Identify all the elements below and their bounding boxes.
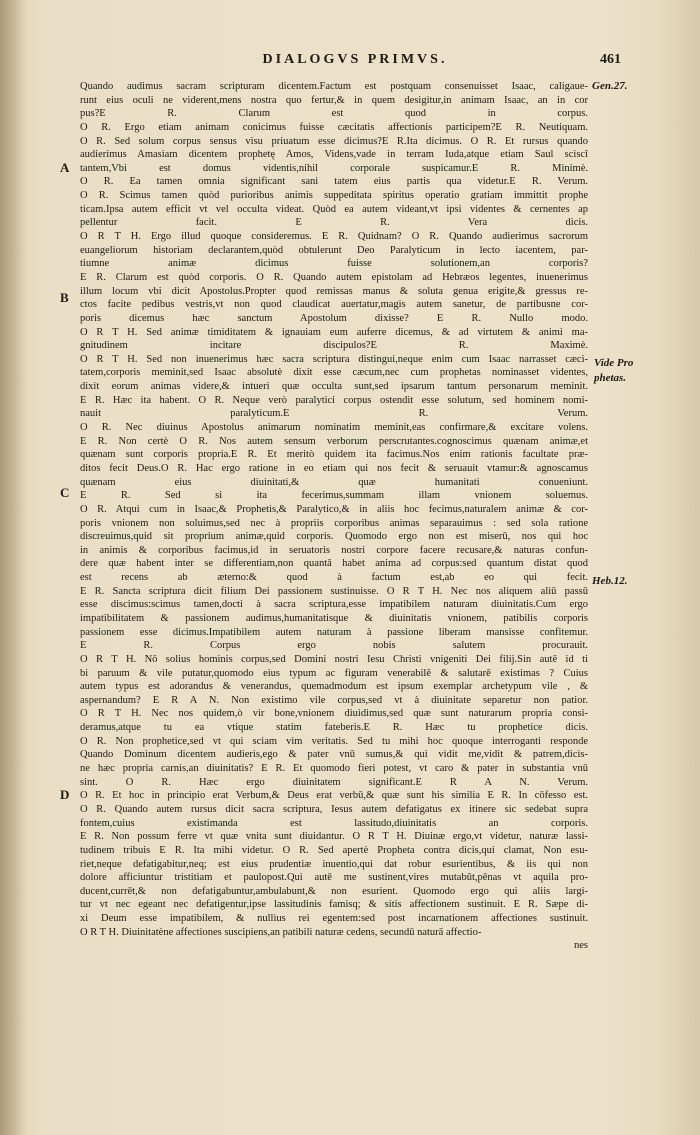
running-title: DIALOGVS PRIMVS. xyxy=(262,52,448,67)
edge-shading xyxy=(660,0,700,1135)
text-line: E R. Corpus ergo nobis salutem procurauit. xyxy=(80,640,588,652)
text-line: est recens ab æterno:& quod à factum est,ab eo qui fecit. xyxy=(80,572,588,584)
text-line: discreuimus,quid sit proprium animæ,quid corporis. Quomodo ergo non est miserū, nos qui hoc xyxy=(80,531,588,543)
text-line: illum locum vbi dicit Apostolus.Propter quod remissas manus & soluta genua erigite,& gressus re- xyxy=(80,285,588,297)
catchword: nes xyxy=(574,940,588,952)
text-line: pellentur facit. E R. Vera dicis. xyxy=(80,217,588,229)
text-line: fontem,cuius existimanda est lassitudo,diuinitatis an corporis. xyxy=(80,817,588,829)
text-line: quænam sunt corporis propria.E R. Et meritò quidem ita facimus.Nos enim rationis facultate præ- xyxy=(80,449,588,461)
text-line: E R. Non certè O R. Nos autem sensum verborum perscrutantes.cognoscimus quænam animæ,et xyxy=(80,435,588,447)
text-line: O R. Ergo etiam animam conicimus fuisse cæcitatis affectionis participem?E R. Neutiquam. xyxy=(80,121,588,133)
text-line: euangeliorum historiam declarantem,quòd obtulerunt Deo Paralyticum in lecto iacentem, par- xyxy=(80,244,588,256)
text-line: E R. Sancta scriptura dicit filium Dei passionem sustinuisse. O R T H. Nec nos aliquem aliū passū xyxy=(80,585,588,597)
text-line: passionem esse dicimus.Impatibilem autem naturam à passione liberam mansisse confitemur. xyxy=(80,626,588,638)
text-line: O R T H. Diuinitatène affectiones suscipiens,an patibili naturæ cedens, secundū naturā affectio- xyxy=(80,926,482,938)
text-line: tatem,corporis meminit,sed Isaac absolutè dixit esse cæcum,nec cum prophetas nominasset videntes, xyxy=(80,367,588,379)
text-line: E R. Clarum est quòd corporis. O R. Quando autem epistolam ad Hebræos legentes, inuenerimus xyxy=(80,271,588,283)
page-header xyxy=(0,52,700,76)
text-line: pus?E R. Clarum est quod in corpus. xyxy=(80,108,588,120)
text-line: poris dicemus hæc sanctum Apostolum dixisse? E R. Nullo modo. xyxy=(80,312,588,324)
text-line: autem typus est adorandus & venerandus, quemadmodum est ipsum exemplar archetypum vile , & xyxy=(80,681,588,693)
text-line: O R. Atqui cum in Isaac,& Prophetis,& Paralytico,& in aliis hoc fecimus,naturalem animæ & cor- xyxy=(80,503,588,515)
text-line: esse discimus:scimus tamen,docti à sacra scriptura,esse impatibilem naturam diuinitatis.Cum ergo xyxy=(80,599,588,611)
gutter-shadow xyxy=(0,0,26,1135)
text-line: O R. Nec diuinus Apostolus animarum nominatim meminit,eas confirmare,& excitare volens. xyxy=(80,422,588,434)
section-letter-d: D xyxy=(60,787,70,802)
text-line: dolore afficiuntur tristitiam et paulopost.Qui autē me sustinent,vires mutabūt,pēnas vt aquila pro- xyxy=(80,872,588,884)
text-line: Quando audimus sacram scripturam dicentem.Factum est postquam consenuisset Isaac, caligaue- xyxy=(80,81,588,92)
text-line: ticam.Ipsa autem efficit vt vel occulta videat. Quòd ea autem videant,vt ipsi videntes & cernentes ap xyxy=(80,203,588,215)
text-line: ditos fecit Deus.O R. Hac ergo ratione in eo etiam qui nos fecit & seruauit vtamur:& agnoscamus xyxy=(80,462,588,474)
margin-note-vide-pro: Vide Pro xyxy=(594,357,634,369)
text-line: O R. Non prophetice,sed vt qui sciam vim veritatis. Sed tu mihi hoc quoque interroganti responde xyxy=(80,735,588,747)
section-letter-b: B xyxy=(60,290,69,305)
text-line: ctos facite pedibus vestris,vt non quod claudicat auertatur,magis autem sanetur, de partibusne cor- xyxy=(80,299,588,311)
text-line: O R T H. Sed non inuenerimus hæc sacra scriptura distingui,neque enim cum Isaac narrasset cæci- xyxy=(80,353,588,365)
main-text-block xyxy=(80,80,588,953)
text-line: tantem,Vbi est domus videntis,nihil corporale suspicamur.E R. Minimè. xyxy=(80,162,588,174)
text-line: bi paruum & vile putatur,quomodo eius typum ac figuram venerabilē & salutarē existimas ? Cuius xyxy=(80,667,588,679)
text-line: O R. Et hoc in principio erat Verbum,& Deus erat verbū,& quæ sunt his similia E R. In cōfesso est. xyxy=(80,790,588,802)
text-line: tudinem tribuis E R. Ita mihi videtur. O R. Sed apertè Propheta contra dicis,qui clamat, Non esu- xyxy=(80,844,588,856)
text-line: tiumne animæ dicimus fuisse solutionem,an corporis? xyxy=(80,258,588,270)
text-line: O R. Ea tamen omnia significant sani tatem eius partis qua videtur.E R. Verum. xyxy=(80,176,588,188)
section-letter-c: C xyxy=(60,485,70,500)
text-line: deramus,atque tu ea vtique statim fateberis.E R. Hæc tu prophetice dicis. xyxy=(80,722,588,734)
margin-note-phetas: phetas. xyxy=(594,372,627,384)
text-line: in animis & corporibus facimus,id in seruatoris nostri corpore facere recusare,& naturas confun- xyxy=(80,544,588,556)
text-line: aspernandum? E R A N. Non existimo vile corpus,sed vt à diuinitate separetur non patior. xyxy=(80,694,588,706)
text-line: O R. Sed solum corpus sensus visu priuatum esse dicimus?E R.Ita dicimus. O R. Et rursus quando xyxy=(80,135,588,147)
text-line: poris vnionem non soluimus,sed nec à propriis corporibus animas separauimus : sed sola ratione xyxy=(80,517,588,529)
text-line: ne hæc propria carnis,an diuinitatis? E R. Et quomodo fieri potest, vt caro & pater in substantia vnū xyxy=(80,763,588,775)
text-line: E R. Hæc ita habent. O R. Neque verò paralytici corpus ostendit esse solutum, sed hominem nomi- xyxy=(80,394,588,406)
text-line: xi Deum esse impatibilem, & nullius rei egentem:sed post incarnationem affectiones sustinuit. xyxy=(80,913,588,925)
text-line: O R T H. Nec nos quidem,ò vir bone,vnionem diuidimus,sed quæ sunt naturarum propria consi- xyxy=(80,708,588,720)
text-line: gnitudinem incitare discipulos?E R. Maximè. xyxy=(80,340,588,352)
text-line: O R T H. Nō solius hominis corpus,sed Domini nostri Iesu Christi vnigeniti Dei filij.Sin autē id ti xyxy=(80,653,588,665)
text-line: E R. Non possum ferre vt quæ vnita sunt diuidantur. O R T H. Diuinæ ergo,vt videtur, naturæ lassi- xyxy=(80,831,588,843)
text-line: sint. O R. Hæc ergo diuinitatem significant.E R A N. Verum. xyxy=(80,776,588,788)
text-line: runt eius oculi ne viderent,mens nostra quo fertur,& in quem desigitur,in animam Isaac, an in cor xyxy=(80,94,588,106)
text-line: riet,neque defatigabitur,neq; est eius prudentiæ inuentio,qui dat robur esurientibus, & iis qui non xyxy=(80,858,588,870)
text-line: dixit eorum animas videre,& intueri quæ occulta sunt,sed ipsarum tantum personarum meminit. xyxy=(80,381,588,393)
margin-note-heb: Heb.12. xyxy=(592,575,628,587)
text-line: audierimus Amasiam dicentem prophetę Amos, Videns,vade in terram Iuda,atque etiam Saul sciscī xyxy=(80,149,588,161)
text-line: ducent,currēt,& non defatigabuntur,ambulabunt,& non esurient. Quomodo ergo qui aliis largi- xyxy=(80,885,588,897)
text-line: O R T H. Sed animæ timiditatem & ignauiam eum auferre dicemus, & ad virtutem & animi ma- xyxy=(80,326,588,338)
text-line: E R. Sed si ita fecerimus,summam illam vnionem soluemus. xyxy=(80,490,588,502)
text-line: impatibilitatem & passionem audimus,humanitatisque & diuinitatis vnionem, patibilis corporis xyxy=(80,612,588,624)
text-line: quænam eius diuinitati,& quæ humanitati conueniunt. xyxy=(80,476,588,488)
text-line: Quando Dominum dicentem audieris,ego & pater vnū sumus,& qui vidit me,vidit & patrem,dicis- xyxy=(80,749,588,761)
text-line: dere quæ habent inter se differentiam,non quantā habet anima ad corpus:sed quantum distat quod xyxy=(80,558,588,570)
text-line: O R. Quando autem rursus dicit sacra scriptura, Iesus autem defatigatus ex itinere sic sedebat supra xyxy=(80,803,588,815)
text-line: O R. Scimus tamen quòd purioribus animis suppeditata spiritus operatio gratiam immittit prophe xyxy=(80,190,588,202)
page-number: 461 xyxy=(600,52,621,67)
text-line: O R T H. Ergo illud quoque consideremus. E R. Quidnam? O R. Quando audierimus sacrorum xyxy=(80,231,588,243)
section-letter-a: A xyxy=(60,160,70,175)
text-line: tur vt nec egeant nec defatigentur,ipse lassitudinis famisq; & sitis affectionem sustinuit. E R. Sæpe di- xyxy=(80,899,588,911)
text-line: nauit paralyticum.E R. Verum. xyxy=(80,408,588,420)
margin-note-gen: Gen.27. xyxy=(592,80,628,92)
